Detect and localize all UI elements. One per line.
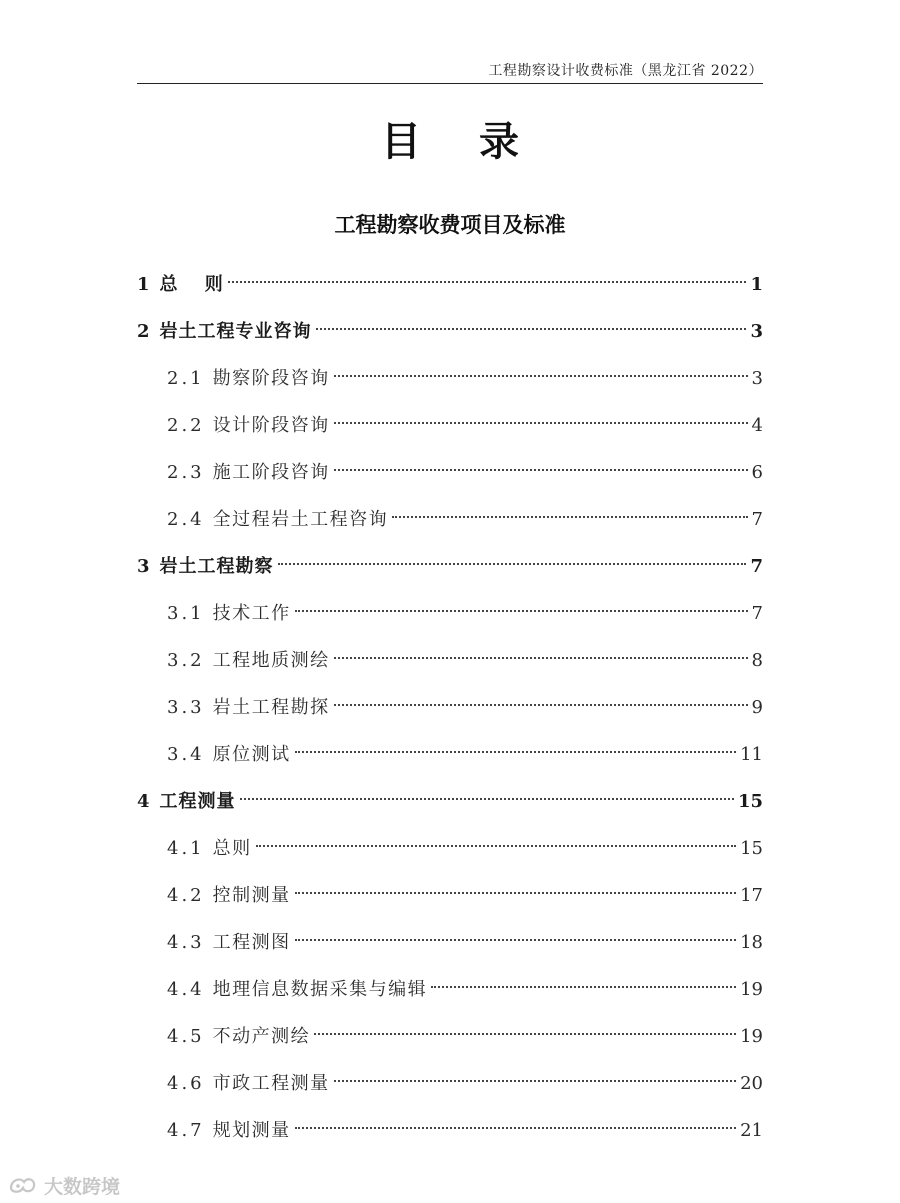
section-title: 工程勘察收费项目及标准 <box>334 212 566 237</box>
toc-entry-label: 施工阶段咨询 <box>212 462 330 483</box>
toc-entry-page: 15 <box>737 791 763 812</box>
toc-entry-page: 7 <box>751 509 763 530</box>
toc-entry[interactable] <box>167 918 763 953</box>
toc-entry[interactable] <box>137 777 763 812</box>
toc-entry-page: 21 <box>740 1120 763 1141</box>
toc-dot-leader <box>278 542 747 572</box>
toc-dot-leader <box>228 260 747 290</box>
toc-entry-label: 岩土工程勘察 <box>159 556 274 577</box>
toc-entry-page: 11 <box>740 744 763 765</box>
toc-entry-label: 工程测量 <box>159 791 236 812</box>
toc-dot-leader <box>295 589 748 619</box>
watermark-text: 大数跨境 <box>44 1175 121 1198</box>
toc-dot-leader <box>334 636 748 666</box>
toc-entry[interactable] <box>167 965 763 1000</box>
toc-entry[interactable] <box>167 1106 763 1141</box>
toc-entry-page: 4 <box>751 415 763 436</box>
toc-entry-page: 3 <box>751 368 763 389</box>
toc-entry[interactable] <box>167 401 763 436</box>
toc-entry-number: 3.2 <box>167 650 205 671</box>
toc-entry-number: 3.3 <box>167 697 205 718</box>
toc-entry-page: 19 <box>740 1026 763 1047</box>
toc-dot-leader <box>334 354 748 384</box>
toc-entry-number: 2.4 <box>167 509 205 530</box>
toc-dot-leader <box>240 777 734 807</box>
toc-dot-leader <box>295 871 736 901</box>
toc-entry-label: 工程地质测绘 <box>212 650 330 671</box>
toc-entry-page: 7 <box>751 603 763 624</box>
toc-entry[interactable] <box>167 730 763 765</box>
toc-entry-number: 4.5 <box>167 1026 205 1047</box>
toc-entry-number: 4 <box>137 791 150 812</box>
toc-entry-number: 4.7 <box>167 1120 205 1141</box>
toc-dot-leader <box>334 401 748 431</box>
toc-dot-leader <box>295 1106 736 1136</box>
toc-entry[interactable] <box>167 871 763 906</box>
toc-dot-leader <box>334 683 748 713</box>
toc-entry-page: 20 <box>740 1073 763 1094</box>
toc-entry-number: 4.1 <box>167 838 205 859</box>
toc-entry-label: 设计阶段咨询 <box>212 415 330 436</box>
toc-entry-label: 规划测量 <box>212 1120 291 1141</box>
page-title-char-1: 目 <box>381 119 421 165</box>
toc-entry-label: 不动产测绘 <box>212 1026 311 1047</box>
toc-entry-number: 3.1 <box>167 603 205 624</box>
toc-entry-page: 1 <box>750 274 763 295</box>
toc-entry-page: 15 <box>740 838 763 859</box>
toc-entry-number: 4.4 <box>167 979 205 1000</box>
toc-entry[interactable] <box>167 495 763 530</box>
toc-entry-page: 9 <box>751 697 763 718</box>
toc-entry-number: 2.3 <box>167 462 205 483</box>
toc-entry-page: 3 <box>750 321 763 342</box>
toc-entry-number: 2 <box>137 321 150 342</box>
toc-entry[interactable] <box>167 636 763 671</box>
running-header: 工程勘察设计收费标准（黑龙江省 2022） <box>488 63 763 79</box>
watermark-logo-icon <box>8 1174 38 1196</box>
toc-entry[interactable] <box>167 683 763 718</box>
toc-entry-label: 市政工程测量 <box>212 1073 330 1094</box>
toc-dot-leader <box>314 1012 736 1042</box>
toc-entry[interactable] <box>137 307 763 342</box>
toc-entry-label: 原位测试 <box>212 744 291 765</box>
watermark <box>8 1172 120 1198</box>
toc-entry-label: 总则 <box>212 838 252 859</box>
toc-entry[interactable] <box>167 824 763 859</box>
toc-entry-number: 4.6 <box>167 1073 205 1094</box>
toc-entry-page: 17 <box>740 885 763 906</box>
toc-entry-label: 控制测量 <box>212 885 291 906</box>
toc-entry[interactable] <box>167 354 763 389</box>
toc-entry-page: 6 <box>751 462 763 483</box>
toc-dot-leader <box>295 918 736 948</box>
toc-entry-number: 3.4 <box>167 744 205 765</box>
toc-entry[interactable] <box>167 448 763 483</box>
toc-entry[interactable] <box>137 542 763 577</box>
toc-dot-leader <box>392 495 747 525</box>
toc-entry-number: 2.2 <box>167 415 205 436</box>
toc-entry-page: 7 <box>750 556 763 577</box>
toc-entry-number: 4.2 <box>167 885 205 906</box>
toc-dot-leader <box>431 965 736 995</box>
toc-dot-leader <box>256 824 736 854</box>
toc-entry[interactable] <box>167 1012 763 1047</box>
toc-entry-number: 1 <box>137 274 150 295</box>
toc-dot-leader <box>316 307 747 337</box>
toc-entry-label: 勘察阶段咨询 <box>212 368 330 389</box>
toc-entry[interactable] <box>167 589 763 624</box>
toc-entry[interactable] <box>137 260 763 295</box>
toc-entry-number: 3 <box>137 556 150 577</box>
toc-entry[interactable] <box>167 1059 763 1094</box>
toc-entry-label: 岩土工程勘探 <box>212 697 330 718</box>
toc-dot-leader <box>334 1059 736 1089</box>
toc-entry-label: 岩土工程专业咨询 <box>159 321 312 342</box>
toc-entry-page: 8 <box>751 650 763 671</box>
toc-entry-label: 总 则 <box>159 274 224 295</box>
toc-dot-leader <box>295 730 736 760</box>
toc-entry-label: 全过程岩土工程咨询 <box>212 509 389 530</box>
page-title-char-2: 录 <box>479 119 519 165</box>
toc-entry-number: 4.3 <box>167 932 205 953</box>
toc-entry-label: 工程测图 <box>212 932 291 953</box>
toc-entry-page: 18 <box>740 932 763 953</box>
toc-entry-label: 地理信息数据采集与编辑 <box>212 979 428 1000</box>
toc-entry-page: 19 <box>740 979 763 1000</box>
toc-entry-label: 技术工作 <box>212 603 291 624</box>
toc-dot-leader <box>334 448 748 478</box>
toc-entry-number: 2.1 <box>167 368 205 389</box>
